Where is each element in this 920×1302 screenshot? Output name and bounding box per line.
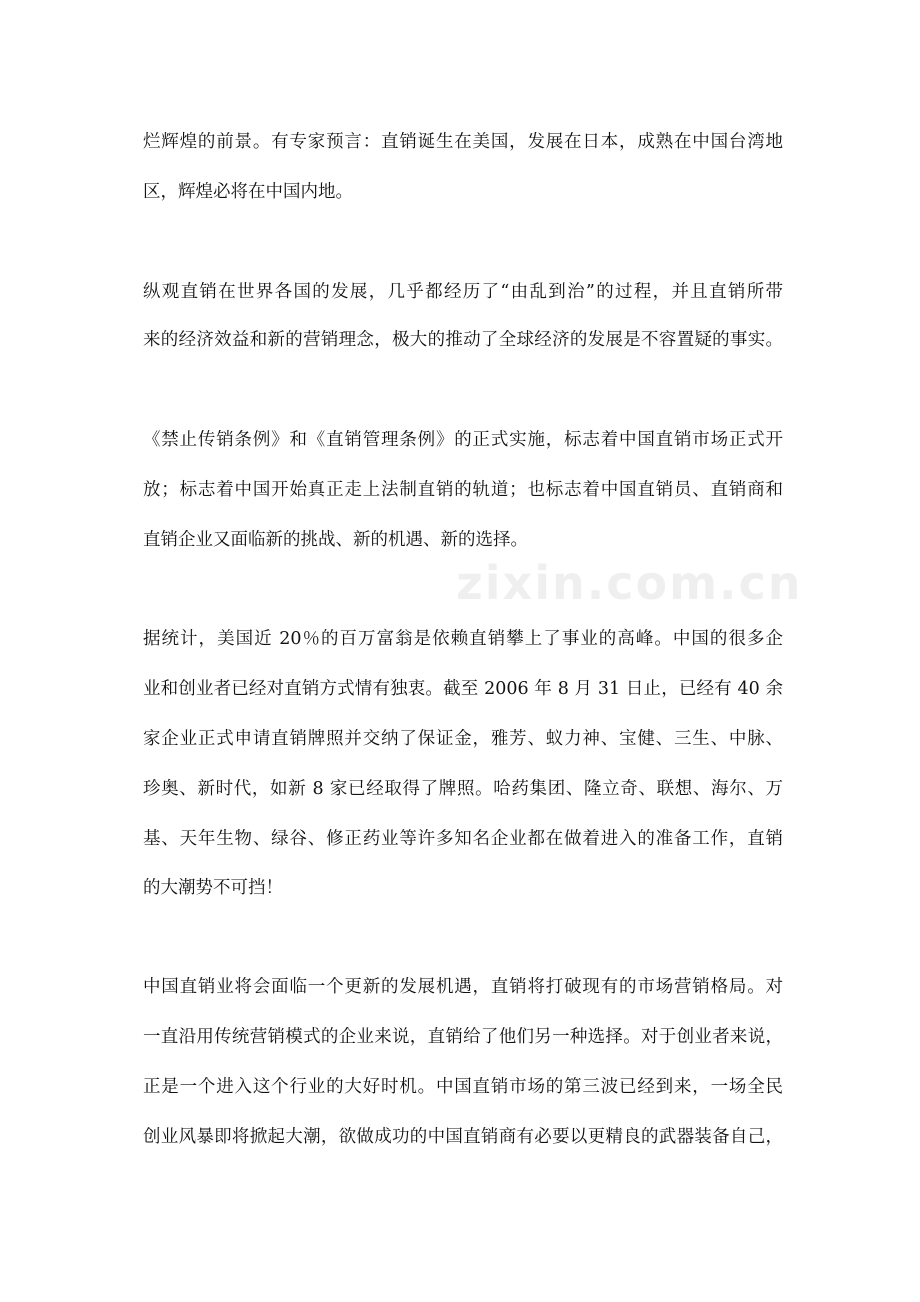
text-line: 一直沿用传统营销模式的企业来说，直销给了他们另一种选择。对于创业者来说，	[143, 1027, 783, 1047]
text-line: 据统计，美国近 20％的百万富翁是依赖直销攀上了事业的高峰。中国的很多企	[143, 629, 783, 649]
text-line: 正是一个进入这个行业的大好时机。中国直销市场的第三波已经到来，一场全民	[143, 1077, 783, 1097]
text-line: 业和创业者已经对直销方式情有独衷。截至 2006 年 8 月 31 日止，已经有 40 余	[143, 679, 783, 699]
text-line: 来的经济效益和新的营销理念，极大的推动了全球经济的发展是不容置疑的事实。	[143, 330, 783, 350]
text-line: 直销企业又面临新的挑战、新的机遇、新的选择。	[143, 530, 528, 550]
text-line: 烂辉煌的前景。有专家预言：直销诞生在美国，发展在日本，成熟在中国台湾地	[143, 132, 783, 152]
text-line: 创业风暴即将掀起大潮，欲做成功的中国直销商有必要以更精良的武器装备自己，	[143, 1127, 783, 1147]
text-line: 基、天年生物、绿谷、修正药业等许多知名企业都在做着进入的准备工作，直销	[143, 829, 783, 849]
text-line: 家企业正式申请直销牌照并交纳了保证金，雅芳、蚁力神、宝健、三生、中脉、	[143, 729, 783, 749]
text-line: 《禁止传销条例》和《直销管理条例》的正式实施，标志着中国直销市场正式开	[143, 430, 783, 450]
text-line: 放；标志着中国开始真正走上法制直销的轨道；也标志着中国直销员、直销商和	[143, 480, 783, 500]
text-line: 珍奥、新时代，如新 8 家已经取得了牌照。哈药集团、隆立奇、联想、海尔、万	[143, 779, 783, 799]
text-line: 纵观直销在世界各国的发展，几乎都经历了“由乱到治”的过程，并且直销所带	[143, 282, 783, 302]
text-line: 区，辉煌必将在中国内地。	[143, 182, 353, 202]
watermark: zixin.com.cn	[456, 556, 803, 610]
text-line: 的大潮势不可挡！	[143, 878, 283, 898]
text-line: 中国直销业将会面临一个更新的发展机遇，直销将打破现有的市场营销格局。对	[143, 977, 783, 997]
